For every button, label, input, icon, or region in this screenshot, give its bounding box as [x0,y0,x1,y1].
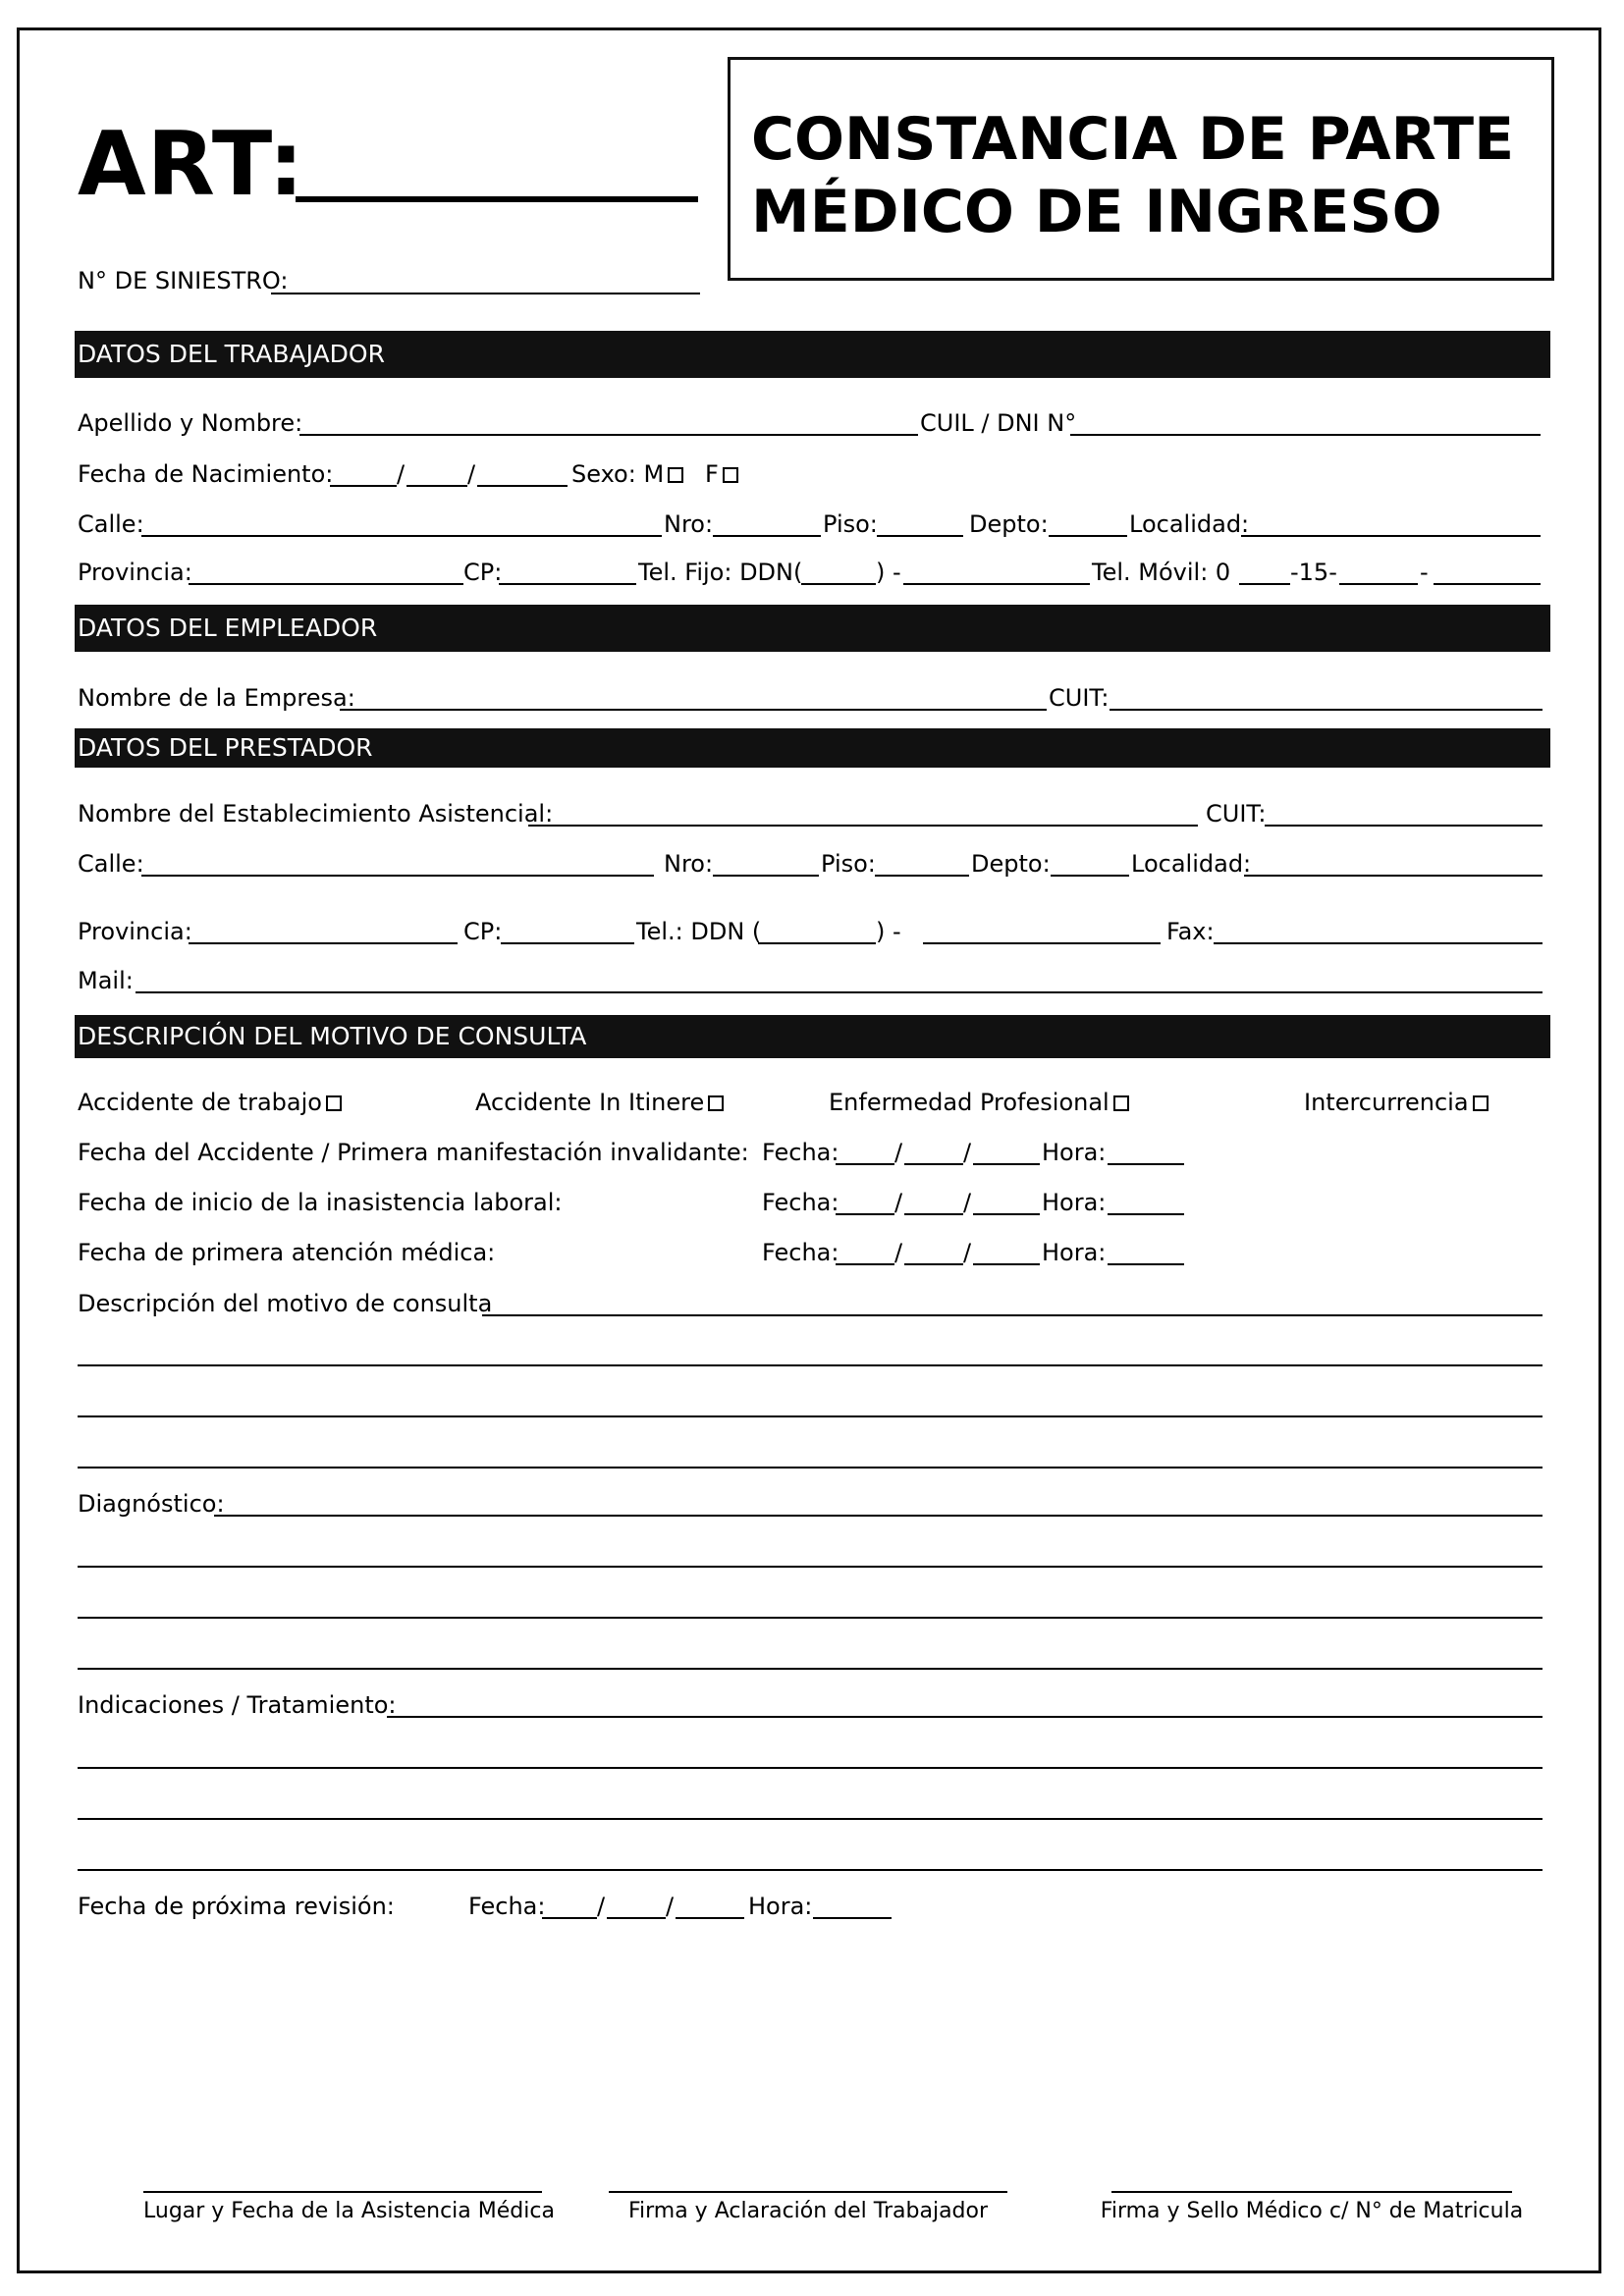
lugar-fecha-signature-line[interactable] [143,2191,542,2193]
siniestro-label: N° DE SINIESTRO: [78,267,289,294]
cp-field[interactable] [499,583,636,585]
diagnostico-field-line-2[interactable] [78,1566,1543,1568]
cuil-dni-label: CUIL / DNI N° [920,409,1077,437]
slash: / [894,1239,903,1266]
slash: / [666,1893,675,1920]
prestador-provincia-label: Provincia: [78,918,192,945]
section-empleador: DATOS DEL EMPLEADOR [75,605,1550,652]
prestador-calle-field[interactable] [141,875,654,877]
fecha-label: Fecha: [468,1893,546,1920]
cuil-dni-field[interactable] [1070,434,1541,436]
firma-medico-label: Firma y Sello Médico c/ N° de Matricula [1100,2199,1524,2223]
option-intercurrencia: Intercurrencia [1304,1089,1489,1116]
title-line-2: MÉDICO DE INGRESO [751,178,1442,246]
descripcion-field-line-2[interactable] [78,1364,1543,1366]
tel-movil-area-field[interactable] [1239,583,1290,585]
title-line-1: CONSTANCIA DE PARTE [751,105,1515,174]
piso-field[interactable] [877,535,963,537]
diagnostico-label: Diagnóstico: [78,1490,225,1518]
indicaciones-label: Indicaciones / Tratamiento: [78,1691,397,1719]
slash: / [467,460,476,488]
prestador-cp-field[interactable] [501,942,634,944]
accidente-mes-field[interactable] [904,1163,963,1165]
indicaciones-field-line-3[interactable] [78,1818,1543,1820]
accidente-anio-field[interactable] [973,1163,1040,1165]
hora-label: Hora: [1042,1139,1107,1166]
prestador-piso-label: Piso: [821,850,876,878]
fecha-label: Fecha: [762,1189,839,1216]
fecha-label: Fecha: [762,1239,839,1266]
title-box [728,57,1554,281]
proxima-mes-field[interactable] [607,1917,666,1919]
prestador-tel-ddn-field[interactable] [758,942,876,944]
prestador-localidad-label: Localidad: [1131,850,1252,878]
fax-label: Fax: [1166,918,1215,945]
firma-trabajador-label: Firma y Aclaración del Trabajador [627,2199,989,2223]
nombre-establecimiento-label: Nombre del Establecimiento Asistencial: [78,800,554,828]
tel-fijo-close: ) - [876,559,901,586]
prestador-piso-field[interactable] [875,875,969,877]
sexo-m-checkbox[interactable] [668,467,683,483]
proxima-anio-field[interactable] [676,1917,744,1919]
hora-label: Hora: [1042,1239,1107,1266]
sexo-f-label: F [705,460,738,488]
atencion-hora-field[interactable] [1108,1263,1184,1265]
intercurrencia-checkbox[interactable] [1473,1095,1489,1111]
prestador-localidad-field[interactable] [1244,875,1543,877]
nacimiento-dia-field[interactable] [330,485,397,487]
mail-label: Mail: [78,967,134,994]
localidad-field[interactable] [1241,535,1541,537]
nacimiento-mes-field[interactable] [406,485,467,487]
apellido-nombre-field[interactable] [299,434,918,436]
fecha-label: Fecha: [762,1139,839,1166]
slash: / [597,1893,606,1920]
option-accidente-itinere: Accidente In Itinere [475,1089,724,1116]
descripcion-label: Descripción del motivo de consulta [78,1290,493,1317]
fecha-inasistencia-label: Fecha de inicio de la inasistencia laboral: [78,1189,563,1216]
sexo-label: Sexo: M [571,460,683,488]
inasistencia-dia-field[interactable] [836,1213,894,1215]
prestador-provincia-field[interactable] [189,942,458,944]
enfermedad-profesional-checkbox[interactable] [1113,1095,1129,1111]
inasistencia-mes-field[interactable] [904,1213,963,1215]
indicaciones-field-line-4[interactable] [78,1869,1543,1871]
empleador-cuit-field[interactable] [1110,709,1543,711]
proxima-revision-label: Fecha de próxima revisión: [78,1893,395,1920]
section-trabajador: DATOS DEL TRABAJADOR [75,331,1550,378]
siniestro-field[interactable] [271,293,700,294]
prestador-tel-close: ) - [876,918,901,945]
lugar-fecha-label: Lugar y Fecha de la Asistencia Médica [143,2199,555,2223]
prestador-calle-label: Calle: [78,850,144,878]
prestador-depto-label: Depto: [971,850,1051,878]
nombre-empresa-field[interactable] [340,709,1047,711]
fax-field[interactable] [1214,942,1543,944]
slash: / [397,460,406,488]
nombre-empresa-label: Nombre de la Empresa: [78,684,355,712]
descripcion-field-line-3[interactable] [78,1415,1543,1417]
proxima-dia-field[interactable] [542,1917,597,1919]
inasistencia-anio-field[interactable] [973,1213,1040,1215]
tel-movil-part2-field[interactable] [1434,583,1541,585]
nro-field[interactable] [713,535,821,537]
option-enfermedad-profesional: Enfermedad Profesional [829,1089,1129,1116]
mail-field[interactable] [135,991,1543,993]
movil-dash: - [1420,559,1429,586]
atencion-mes-field[interactable] [904,1263,963,1265]
nro-label: Nro: [664,510,714,538]
firma-medico-signature-line[interactable] [1111,2191,1512,2193]
accidente-dia-field[interactable] [836,1163,894,1165]
section-prestador: DATOS DEL PRESTADOR [75,728,1550,768]
slash: / [894,1139,903,1166]
section-consulta: DESCRIPCIÓN DEL MOTIVO DE CONSULTA [75,1015,1550,1058]
accidente-itinere-checkbox[interactable] [708,1095,724,1111]
tel-movil-label: Tel. Móvil: 0 [1092,559,1231,586]
prestador-cuit-field[interactable] [1265,825,1543,827]
descripcion-field-line-4[interactable] [78,1467,1543,1468]
calle-field[interactable] [141,535,662,537]
prestador-depto-field[interactable] [1051,875,1129,877]
art-label: ART: [78,113,305,216]
prestador-nro-field[interactable] [713,875,819,877]
prestador-nro-label: Nro: [664,850,714,878]
indicaciones-field-line-1[interactable] [387,1716,1543,1718]
provincia-field[interactable] [189,583,463,585]
nacimiento-anio-field[interactable] [477,485,568,487]
localidad-label: Localidad: [1129,510,1250,538]
empleador-cuit-label: CUIT: [1049,684,1110,712]
diagnostico-field-line-1[interactable] [214,1515,1543,1517]
movil-15: -15- [1290,559,1337,586]
inasistencia-hora-field[interactable] [1108,1213,1184,1215]
prestador-tel-field[interactable] [923,942,1161,944]
art-field[interactable] [296,196,698,202]
sexo-f-checkbox[interactable] [723,467,738,483]
atencion-dia-field[interactable] [836,1263,894,1265]
accidente-hora-field[interactable] [1108,1163,1184,1165]
calle-label: Calle: [78,510,144,538]
apellido-nombre-label: Apellido y Nombre: [78,409,303,437]
prestador-cp-label: CP: [463,918,503,945]
slash: / [963,1139,972,1166]
provincia-label: Provincia: [78,559,192,586]
hora-label: Hora: [1042,1189,1107,1216]
diagnostico-field-line-3[interactable] [78,1617,1543,1619]
tel-fijo-field[interactable] [903,583,1090,585]
slash: / [894,1189,903,1216]
fecha-nacimiento-label: Fecha de Nacimiento: [78,460,334,488]
depto-field[interactable] [1049,535,1127,537]
firma-trabajador-signature-line[interactable] [609,2191,1007,2193]
hora-label: Hora: [748,1893,813,1920]
cp-label: CP: [463,559,503,586]
diagnostico-field-line-4[interactable] [78,1668,1543,1670]
depto-label: Depto: [969,510,1049,538]
proxima-hora-field[interactable] [813,1917,892,1919]
tel-fijo-ddn-field[interactable] [801,583,876,585]
tel-movil-part1-field[interactable] [1339,583,1418,585]
slash: / [963,1189,972,1216]
tel-fijo-label: Tel. Fijo: DDN( [638,559,803,586]
prestador-cuit-label: CUIT: [1206,800,1267,828]
descripcion-field-line-1[interactable] [482,1314,1543,1316]
prestador-tel-label: Tel.: DDN ( [636,918,762,945]
piso-label: Piso: [823,510,878,538]
slash: / [963,1239,972,1266]
accidente-trabajo-checkbox[interactable] [326,1095,342,1111]
fecha-accidente-label: Fecha del Accidente / Primera manifestación invalidante: [78,1139,749,1166]
fecha-atencion-label: Fecha de primera atención médica: [78,1239,496,1266]
indicaciones-field-line-2[interactable] [78,1767,1543,1769]
nombre-establecimiento-field[interactable] [528,825,1198,827]
option-accidente-trabajo: Accidente de trabajo [78,1089,342,1116]
atencion-anio-field[interactable] [973,1263,1040,1265]
